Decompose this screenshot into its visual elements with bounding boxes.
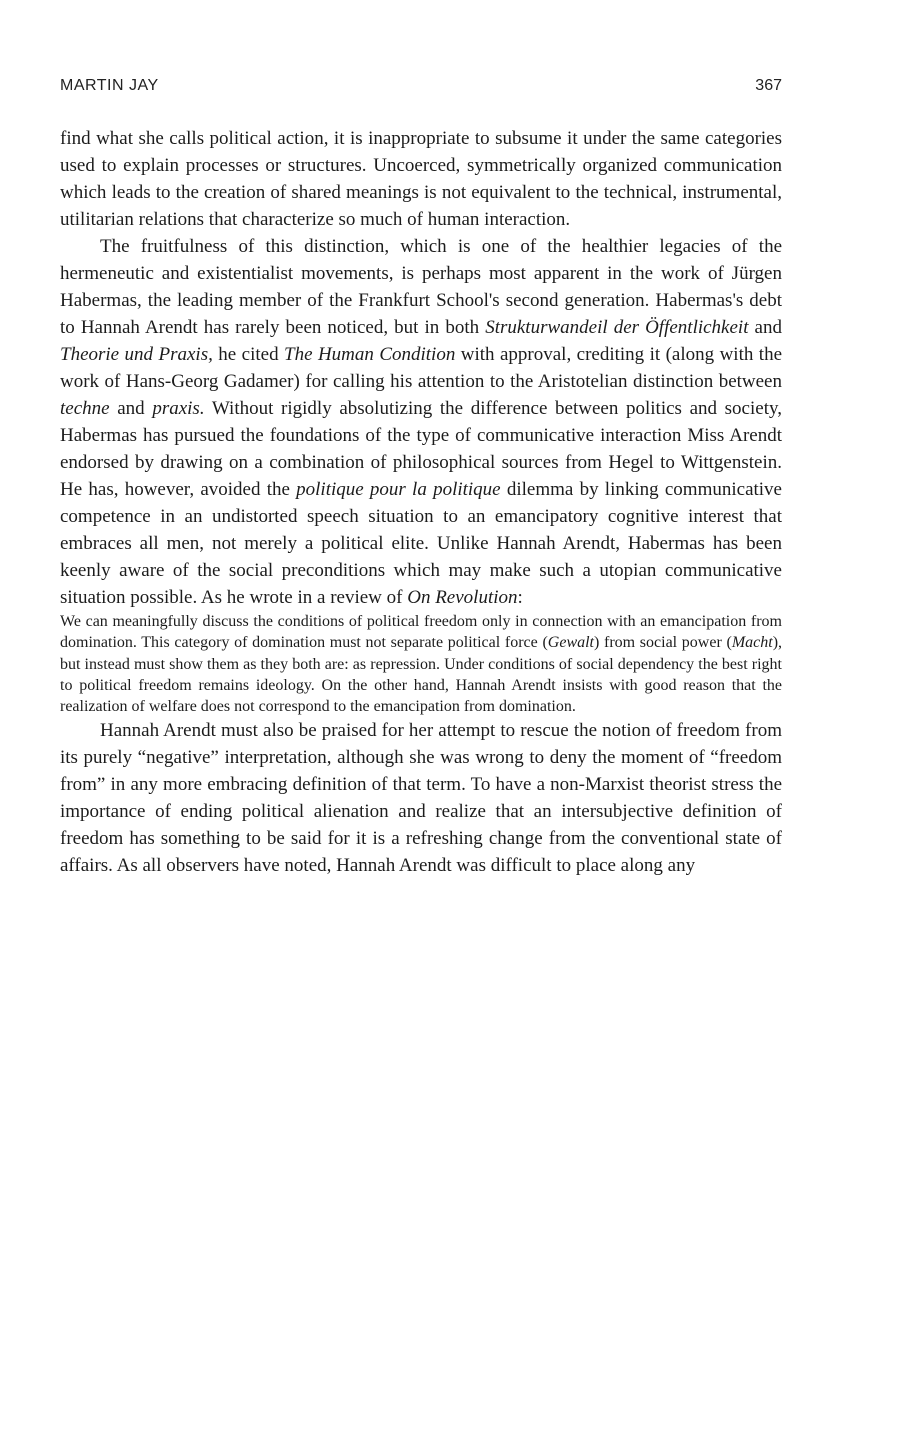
running-head-author: MARTIN JAY [60, 77, 159, 94]
title-strukturwandel: Strukturwandeil der Öffentlichkeit [485, 317, 749, 338]
paragraph-2 [60, 233, 782, 611]
term-praxis: praxis. [152, 398, 205, 419]
paragraph-2-text: Without rigidly absolutizing the difference between politics and society, Habermas has pursued the foundations of the type of communicative interaction Miss Arendt endorsed by drawing on a combination of philosophical sources from Hegel to Wittgenstein. He has, however, avoided the [60, 398, 782, 500]
paragraph-2-text: : [517, 587, 523, 608]
quote-text: ) from social power ( [594, 634, 732, 652]
term-macht: Macht [731, 634, 773, 652]
paragraph-2-text: dilemma by linking communicative competence in an undistorted speech situation to an emancipatory cognitive interest that embraces all men, not merely a political elite. Unlike Hannah Arendt, Habermas has been keenly aware of the social preconditions which may make such a utopian communicative situation possible. As he wrote in a review of [60, 479, 782, 608]
page-body [60, 125, 782, 879]
term-techne: techne [60, 398, 110, 419]
title-on-revolution: On Revolution [407, 587, 518, 608]
paragraph-2-text: The fruitfulness of this distinction, which is one of the healthier legacies of the hermeneutic and existentialist movements, is perhaps most apparent in the work of Jürgen Habermas, the leading member of the Frankfurt School's second generation. Habermas's debt to Hannah Arendt has rarely been noticed, but in both [60, 236, 782, 338]
phrase-politique: politique pour la politique [296, 479, 501, 500]
term-gewalt: Gewalt [547, 634, 594, 652]
quote-text: We can meaningfully discuss the conditions of political freedom only in connection with an emancipation from domination. This category of domination must not separate political force ( [60, 613, 782, 652]
block-quote [60, 611, 782, 717]
paragraph-2-text: with approval, crediting it (along with the work of Hans-Georg Gadamer) for calling his attention to the Aristotelian distinction between [60, 344, 783, 392]
quote-text: ), but instead must show them as they both are: as repression. Under conditions of social dependency the best right to political freedom remains ideology. On the other hand, Hannah Arendt insists with good reason that the realization of welfare does not correspond to the emancipation from domination. [60, 634, 783, 716]
paragraph-2-text: and [109, 398, 153, 419]
page-number: 367 [755, 77, 782, 94]
paragraph-2-text: and [748, 317, 782, 338]
title-human-condition: The Human Condition [284, 344, 456, 365]
paragraph-1: find what she calls political action, it is inappropriate to subsume it under the same categories used to explain processes or structures. Uncoerced, symmetrically organized communication which leads to the creation of shared meanings is not equivalent to the technical, instrumental, utilitarian relations that characterize so much of human interaction. [60, 128, 782, 230]
paragraph-2-text: he cited [212, 344, 285, 365]
title-theorie-und-praxis: Theorie und Praxis, [60, 344, 213, 365]
paragraph-3: Hannah Arendt must also be praised for her attempt to rescue the notion of freedom from its purely “negative” interpretation, although she was wrong to deny the moment of “freedom from” in any more embracing definition of that term. To have a non-Marxist theorist stress the importance of ending political alienation and realize that an intersubjective definition of freedom has something to be said for it is a refreshing change from the conventional state of affairs. As all observers have noted, Hannah Arendt was difficult to place along any [60, 720, 782, 877]
